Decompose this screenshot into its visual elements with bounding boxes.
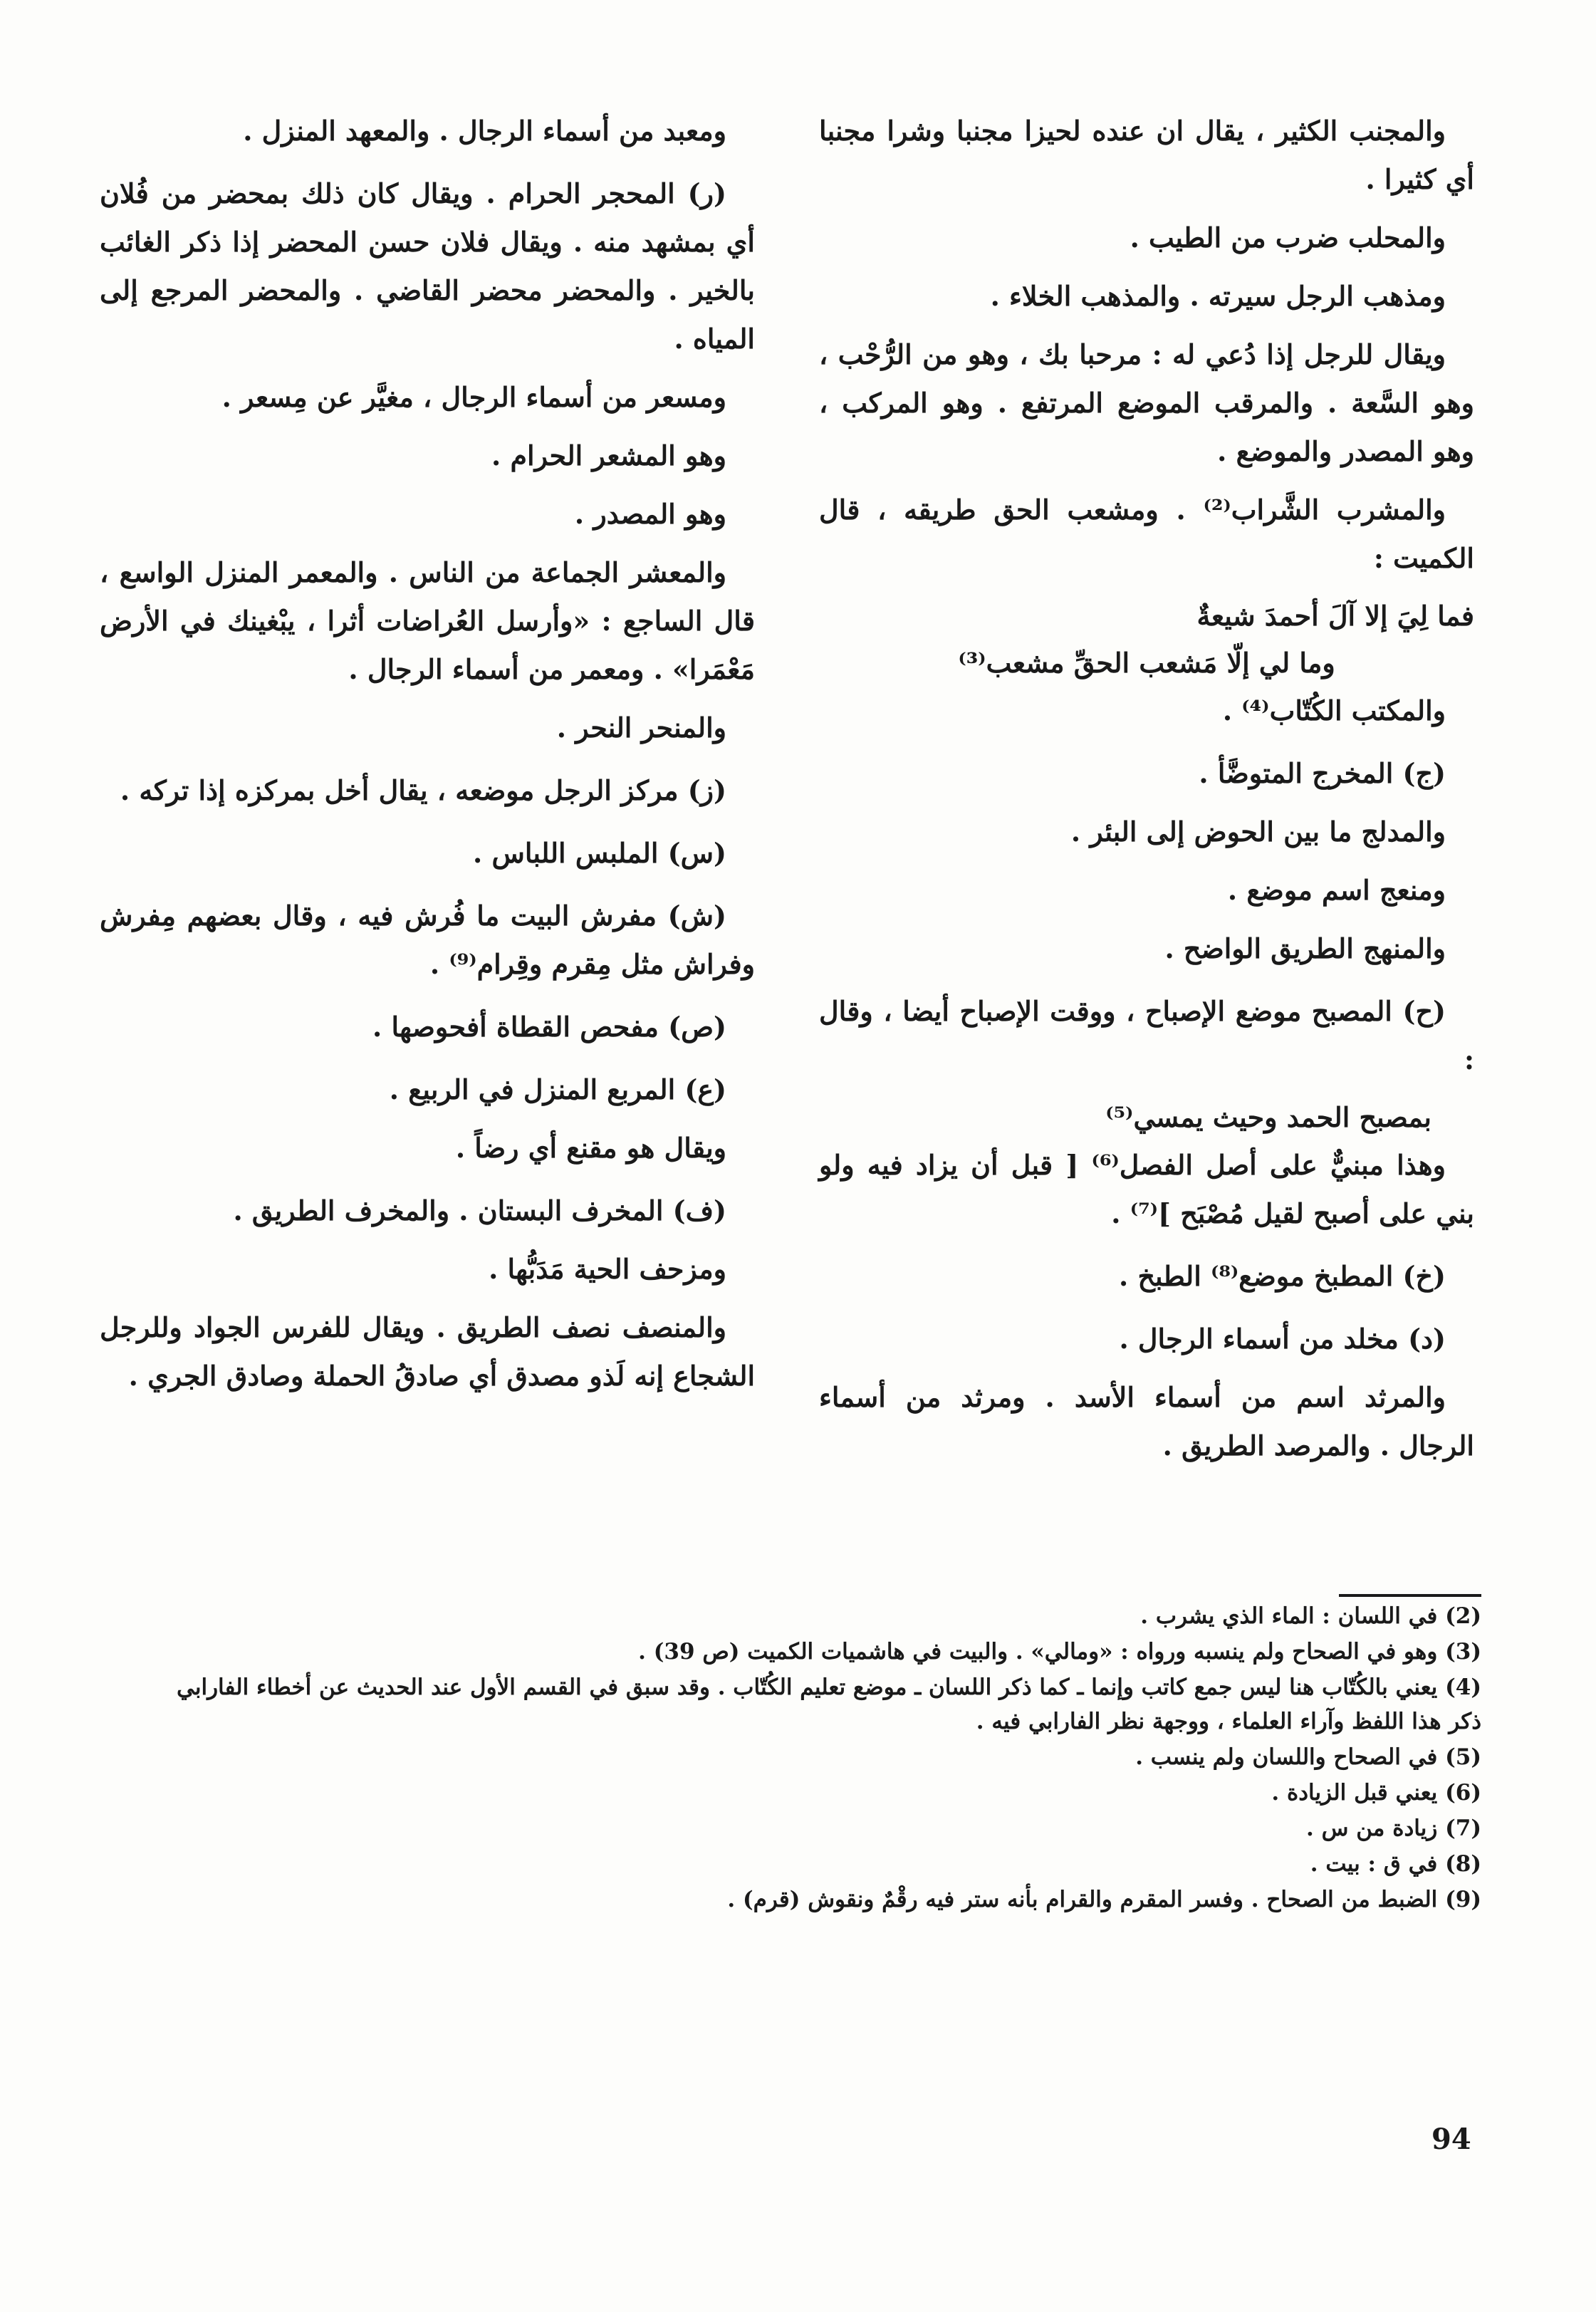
- paragraph: ومنعج اسم موضع .: [1227, 874, 1446, 906]
- paragraph: والمعشر الجماعة من الناس . والمعمر المنزل الواسع ، قال الساجع : «وأرسل العُراضات أثرا ، يبْغينك في الأرض مَعْمَرا» . ومعمر من أسماء الرجال .: [100, 556, 755, 685]
- footnote: (2) في اللسان : الماء الذي يشرب .: [1140, 1603, 1481, 1629]
- right-text-column: [819, 107, 1474, 1480]
- paragraph: (خ) المطبخ موضع⁽⁸⁾ الطبخ .: [1119, 1260, 1446, 1292]
- paragraph: والمجنب الكثير ، يقال ان عنده لحيزا مجنبا وشرا مجنبا أي كثيرا .: [819, 115, 1474, 195]
- paragraph: (د) مخلد من أسماء الرجال .: [1119, 1323, 1446, 1355]
- paragraph: (ر) المحجر الحرام . ويقال كان ذلك بمحضر من فُلان أي بمشهد منه . ويقال فلان حسن المحضر إذا ذكر الغائب بالخير . والمحضر محضر القاضي . والمحضر المرجع إلى المياه .: [100, 177, 755, 355]
- paragraph: وهو المصدر .: [574, 498, 726, 530]
- paragraph: (ز) مركز الرجل موضعه ، يقال أخل بمركزه إذا تركه .: [120, 774, 726, 806]
- paragraph: (ع) المربع المنزل في الربيع .: [389, 1073, 726, 1105]
- paragraph: ويقال هو مقنع أي رضاً .: [455, 1132, 726, 1164]
- paragraph: ومذهب الرجل سيرته . والمذهب الخلاء .: [990, 280, 1446, 312]
- footnote: (7) زيادة من س .: [1305, 1816, 1481, 1841]
- verse-line: بمصبح الحمد وحيث يمسي⁽⁵⁾: [1105, 1101, 1431, 1133]
- paragraph: والمشرب الشَّراب⁽²⁾ . ومشعب الحق طريقه ، قال الكميت :: [819, 494, 1474, 574]
- footnote: (3) وهو في الصحاح ولم ينسبه ورواه : «ومالي» . والبيت في هاشميات الكميت (ص 39) .: [638, 1639, 1481, 1665]
- left-text-column: [100, 107, 755, 1410]
- paragraph: ومعبد من أسماء الرجال . والمعهد المنزل .: [243, 115, 726, 147]
- paragraph: ويقال للرجل إذا دُعي له : مرحبا بك ، وهو من الرُّحْب ، وهو السَّعة . والمرقب الموضع المرتفع . وهو المركب ، وهو المصدر والموضع .: [819, 338, 1474, 467]
- paragraph: وهو المشعر الحرام .: [491, 439, 726, 472]
- paragraph: (ص) مفحص القطاة أفحوصها .: [372, 1011, 726, 1043]
- paragraph: ومسعر من أسماء الرجال ، مغيَّر عن مِسعر .: [221, 381, 726, 413]
- paragraph: والمنهج الطريق الواضح .: [1164, 932, 1446, 964]
- paragraph: ومزحف الحية مَدَبُّها .: [489, 1253, 726, 1285]
- footnote: (8) في ق : بيت .: [1310, 1851, 1481, 1877]
- paragraph: والمرثد اسم من أسماء الأسد . ومرثد من أسماء الرجال . والمرصد الطريق .: [819, 1381, 1474, 1462]
- paragraph: والمدلج ما بين الحوض إلى البئر .: [1070, 816, 1446, 848]
- paragraph: والمكتب الكُتّاب⁽⁴⁾ .: [1222, 694, 1446, 727]
- paragraph: والمنصف نصف الطريق . ويقال للفرس الجواد وللرجل الشجاع إنه لَذو مصدق أي صادقُ الحملة وصادق الجري .: [100, 1311, 755, 1392]
- paragraph: (س) الملبس اللباس .: [472, 837, 726, 869]
- verse-line: وما لي إلّا مَشعب الحقِّ مشعب⁽³⁾: [958, 647, 1335, 679]
- page-number: 94: [1431, 2123, 1471, 2156]
- footnotes: [142, 1599, 1481, 1918]
- paragraph: (ح) المصبح موضع الإصباح ، ووقت الإصباح أيضا ، وقال :: [819, 995, 1474, 1076]
- paragraph: وهذا مبنيٌّ على أصل الفصل⁽⁶⁾ [ قبل أن يزاد فيه ولو بني على أصبح لقيل مُصْبَح ]⁽⁷⁾ .: [819, 1149, 1474, 1229]
- paragraph: (ش) مفرش البيت ما فُرش فيه ، وقال بعضهم مِفرش وفراش مثل مِقرم وقِرام⁽⁹⁾ .: [100, 900, 755, 980]
- paragraph: (ف) المخرف البستان . والمخرف الطريق .: [233, 1194, 726, 1227]
- paragraph: والمحلب ضرب من الطيب .: [1130, 222, 1446, 254]
- footnote: (4) يعني بالكُتّاب هنا ليس جمع كاتب وإنما ـ كما ذكر اللسان ـ موضع تعليم الكُتّاب . وقد سبق في القسم الأول عند الحديث عن أخطاء الفارابي ذكر هذا اللفظ وآراء العلماء ، ووجهة نظر الفارابي فيه .: [177, 1675, 1481, 1734]
- footnote: (9) الضبط من الصحاح . وفسر المقرم والقرام بأنه ستر فيه رقْمٌ ونقوش (قرم) .: [727, 1887, 1481, 1912]
- footnote: (5) في الصحاح واللسان ولم ينسب .: [1135, 1744, 1481, 1770]
- footnote-separator: [1339, 1594, 1481, 1597]
- paragraph: والمنحر النحر .: [556, 712, 726, 744]
- verse-line: فما لِيَ إلا آلَ أحمدَ شيعةٌ: [1196, 600, 1474, 632]
- paragraph: (ج) المخرج المتوضَّأ .: [1199, 757, 1446, 789]
- footnote: (6) يعني قبل الزيادة .: [1271, 1780, 1481, 1806]
